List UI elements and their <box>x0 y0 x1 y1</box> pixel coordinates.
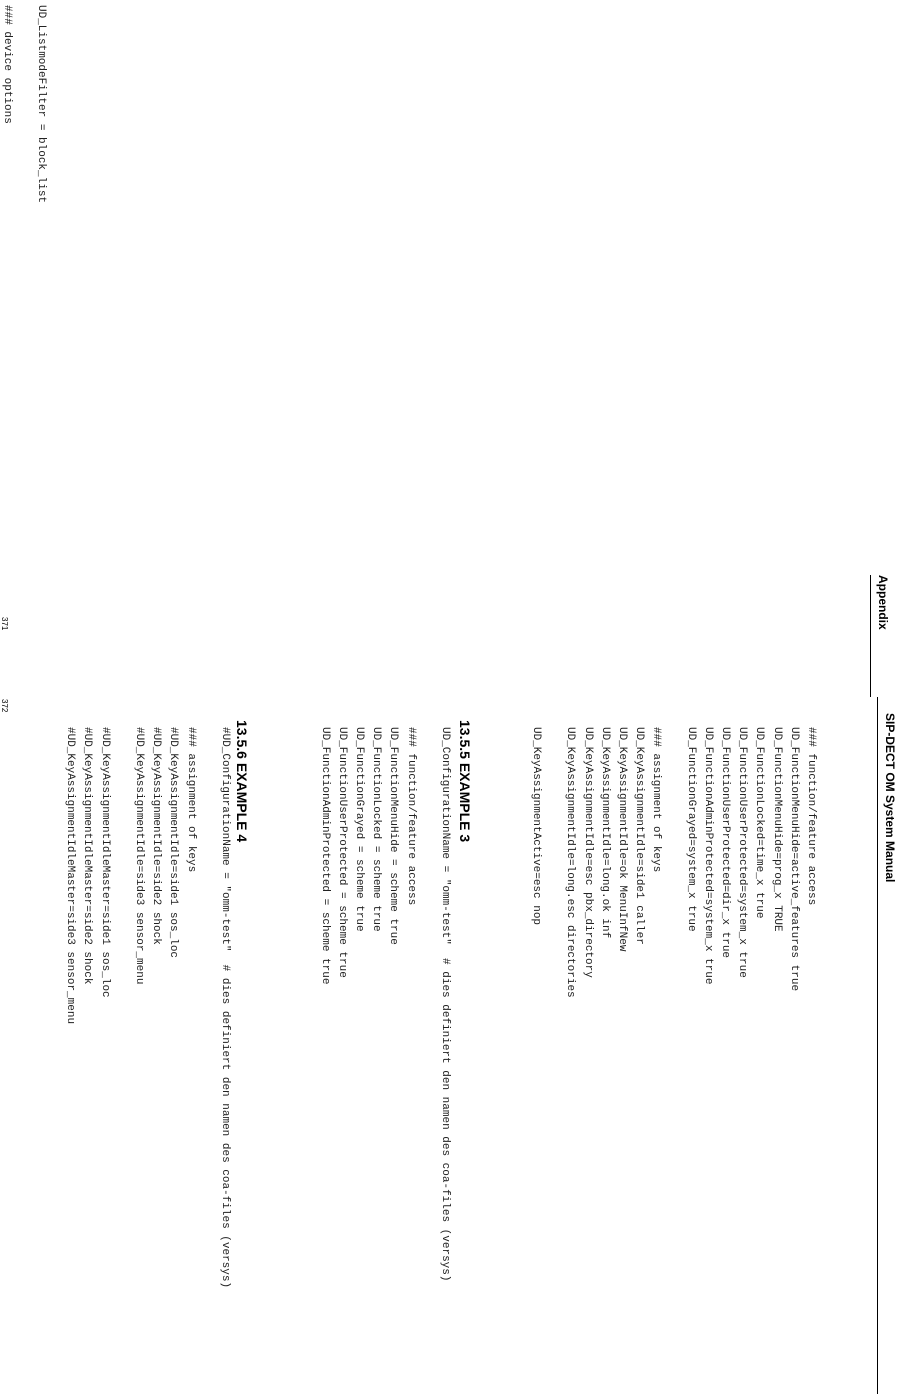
code-line: ### function/feature access <box>404 727 417 906</box>
code-line: UD_ListmodeFilter = block_list <box>35 5 47 204</box>
code-line: UD_KeyAssignmentIdle=ok MenuInfNew <box>615 727 628 952</box>
code-line: #UD_KeyAssignmentIdleMaster=side2 shock <box>81 727 94 985</box>
section-heading-example-3: 13.5.5 EXAMPLE 3 <box>457 720 473 843</box>
page-number: 371 <box>0 617 9 631</box>
code-line: ### assignment of keys <box>184 727 197 873</box>
code-line: ### function/feature access <box>805 727 817 906</box>
code-line: #UD_KeyAssignmentIdle=side1 sos_loc <box>167 727 180 959</box>
header-rule <box>870 575 871 697</box>
code-line: UD_FunctionMenuHide=prog_x TRUE <box>770 727 783 932</box>
code-line: UD_FunctionAdminProtected=system_x true <box>701 727 714 985</box>
code-line: UD_KeyAssignmentActive=esc nop <box>530 727 542 926</box>
page-header-label: Appendix <box>876 575 890 630</box>
code-line: #UD_KeyAssignmentIdleMaster=side3 sensor_menu <box>64 727 77 1025</box>
code-line: UD_FunctionMenuHide = scheme true <box>387 727 400 945</box>
code-line: UD_FunctionUserProtected = scheme true <box>335 727 348 978</box>
code-line: UD_FunctionAdminProtected = scheme true <box>318 727 331 985</box>
code-line: ### device options <box>0 5 13 124</box>
config-code-block <box>0 5 49 388</box>
code-line: #UD_KeyAssignmentIdleMaster=side1 sos_loc <box>98 727 111 998</box>
code-line: ### assignment of keys <box>650 727 663 873</box>
blank-line <box>15 5 32 388</box>
blank-line <box>419 727 436 1282</box>
code-line: #UD_ConfigurationName = "omm-test" # dies definiert den namen des coa-files (versys) <box>219 727 231 1289</box>
code-line: UD_FunctionUserProtected=dir_x true <box>719 727 732 959</box>
code-line: UD_KeyAssignmentIdle=esc pbx_directory <box>581 727 594 978</box>
page-372 <box>0 697 901 1394</box>
config-code-block-2 <box>316 727 454 1282</box>
code-line: #UD_KeyAssignmentIdle=side2 shock <box>150 727 163 945</box>
blank-line <box>544 727 561 998</box>
code-line: UD_ConfigurationName = "omm-test" # dies definiert den namen des coa-files (versys) <box>439 727 451 1282</box>
page-number: 372 <box>0 699 9 713</box>
code-line: UD_FunctionMenuHide=active_features true <box>787 727 800 992</box>
code-line: UD_FunctionGrayed=system_x true <box>684 727 697 932</box>
blank-line <box>664 727 681 998</box>
code-line: UD_FunctionLocked=time_x true <box>753 727 766 919</box>
code-line: UD_FunctionUserProtected=system_x true <box>736 727 749 978</box>
code-line: UD_KeyAssignmentIdle=long.ok inf <box>598 727 611 939</box>
code-line: #UD_KeyAssignmentIdle=side3 sensor_menu <box>133 727 146 985</box>
code-line: UD_KeyAssignmentIdle=long.esc directories <box>564 727 577 998</box>
blank-line <box>113 727 130 1288</box>
blank-line <box>199 727 216 1288</box>
page-header-label: SIP-DECT OM System Manual <box>883 713 897 883</box>
code-line: UD_FunctionLocked = scheme true <box>370 727 383 932</box>
code-line: UD_KeyAssignmentIdle=side1 caller <box>633 727 646 945</box>
code-line: UD_FunctionGrayed = scheme true <box>353 727 366 932</box>
config-code-block-3 <box>61 727 233 1288</box>
config-code-block-1 <box>527 727 819 998</box>
header-rule <box>877 697 878 1394</box>
section-heading-example-4: 13.5.6 EXAMPLE 4 <box>234 720 250 843</box>
